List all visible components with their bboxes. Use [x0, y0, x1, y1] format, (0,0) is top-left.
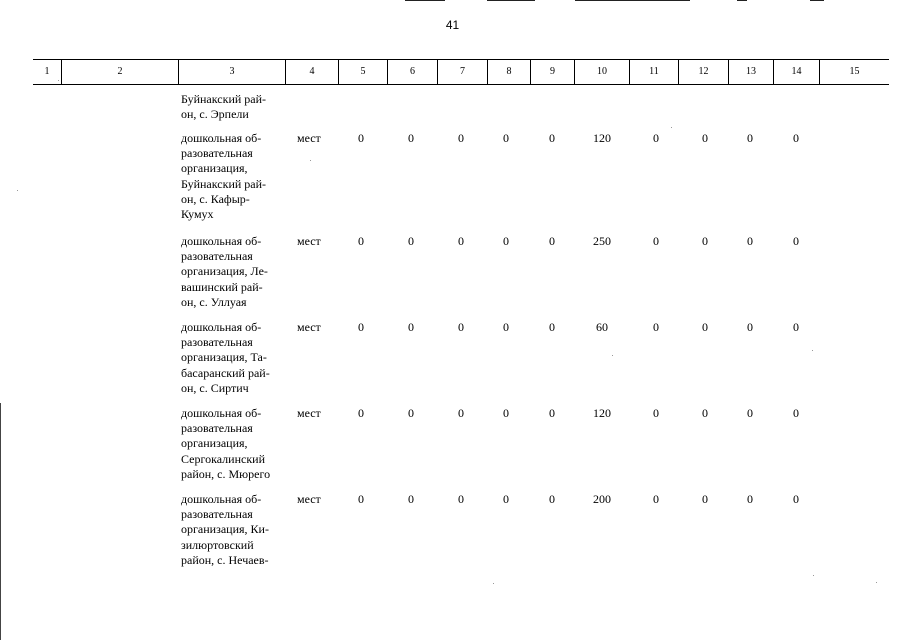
- scan-artifact-line: [575, 0, 690, 1]
- row-value-col-5: 0: [358, 320, 364, 334]
- row-value-col-5: 0: [358, 492, 364, 506]
- row-value-col-5: 0: [358, 234, 364, 248]
- row-value-col-9: 0: [549, 234, 555, 248]
- row-value-col-8: 0: [503, 320, 509, 334]
- row-unit: мест: [297, 320, 321, 334]
- page-number: 41: [445, 18, 460, 32]
- row-description: дошкольная об- разовательная организация, Та- басаранский рай- он, с. Сиртич: [181, 320, 270, 395]
- header-col-13: 13: [728, 59, 773, 85]
- row-value-col-8: 0: [503, 234, 509, 248]
- row-value-col-9: 0: [549, 131, 555, 145]
- row-value-col-11: 0: [653, 492, 659, 506]
- header-col-15: 15: [819, 59, 889, 85]
- row-value-col-12: 0: [702, 131, 708, 145]
- row-value-col-14: 0: [793, 406, 799, 420]
- row-value-col-5: 0: [358, 131, 364, 145]
- row-value-col-11: 0: [653, 234, 659, 248]
- header-col-11: 11: [629, 59, 678, 85]
- row-unit: мест: [297, 406, 321, 420]
- row-value-col-14: 0: [793, 131, 799, 145]
- scan-artifact-line: [0, 403, 1, 640]
- scan-artifact-line: [810, 0, 824, 1]
- row-value-col-5: 0: [358, 406, 364, 420]
- row-value-col-7: 0: [458, 492, 464, 506]
- scan-artifact-line: [405, 0, 445, 1]
- row-value-col-9: 0: [549, 492, 555, 506]
- row-value-col-6: 0: [408, 131, 414, 145]
- row-value-col-13: 0: [747, 234, 753, 248]
- row-value-col-12: 0: [702, 234, 708, 248]
- header-col-12: 12: [678, 59, 728, 85]
- row-unit: мест: [297, 131, 321, 145]
- header-col-2: 2: [61, 59, 178, 85]
- row-value-col-11: 0: [653, 406, 659, 420]
- row-value-col-14: 0: [793, 492, 799, 506]
- row-value-col-9: 0: [549, 406, 555, 420]
- row-value-col-11: 0: [653, 320, 659, 334]
- row-value-col-8: 0: [503, 492, 509, 506]
- scan-speck: [876, 582, 877, 583]
- row-value-col-10: 250: [593, 234, 611, 248]
- scan-artifact-line: [487, 0, 535, 1]
- row-description: дошкольная об- разовательная организация, Буйнакский рай- он, с. Кафыр- Кумух: [181, 131, 267, 222]
- scan-speck: [671, 127, 672, 128]
- row-value-col-11: 0: [653, 131, 659, 145]
- row-value-col-14: 0: [793, 320, 799, 334]
- row-unit: мест: [297, 492, 321, 506]
- header-col-7: 7: [437, 59, 487, 85]
- row-value-col-12: 0: [702, 492, 708, 506]
- row-description: дошкольная об- разовательная организация, Сергокалинский район, с. Мюрего: [181, 406, 271, 481]
- scan-speck: [813, 575, 814, 576]
- row-value-col-7: 0: [458, 234, 464, 248]
- row-value-col-13: 0: [747, 320, 753, 334]
- header-col-4: 4: [285, 59, 338, 85]
- row-value-col-14: 0: [793, 234, 799, 248]
- header-col-9: 9: [530, 59, 574, 85]
- scan-speck: [612, 355, 613, 356]
- row-value-col-8: 0: [503, 406, 509, 420]
- row-value-col-9: 0: [549, 320, 555, 334]
- header-col-3: 3: [178, 59, 285, 85]
- header-col-8: 8: [487, 59, 530, 85]
- row-value-col-6: 0: [408, 406, 414, 420]
- header-col-10: 10: [574, 59, 629, 85]
- row-description: дошкольная об- разовательная организация, Ле- вашинский рай- он, с. Уллуая: [181, 234, 268, 309]
- scan-speck: [310, 160, 311, 161]
- row-value-col-12: 0: [702, 406, 708, 420]
- scan-speck: [812, 350, 813, 351]
- header-col-1: 1: [44, 66, 50, 77]
- scan-artifact-line: [737, 0, 747, 1]
- continuation-text: Буйнакский рай- он, с. Эрпели: [181, 92, 267, 122]
- header-col-6: 6: [387, 59, 437, 85]
- row-value-col-6: 0: [408, 320, 414, 334]
- row-value-col-13: 0: [747, 131, 753, 145]
- header-col-14: 14: [773, 59, 819, 85]
- row-value-col-7: 0: [458, 131, 464, 145]
- row-value-col-6: 0: [408, 492, 414, 506]
- row-value-col-6: 0: [408, 234, 414, 248]
- row-value-col-13: 0: [747, 492, 753, 506]
- row-value-col-10: 120: [593, 131, 611, 145]
- header-col-5: 5: [338, 59, 387, 85]
- table-header-row: [33, 59, 889, 85]
- scan-speck: [58, 80, 59, 81]
- row-value-col-13: 0: [747, 406, 753, 420]
- row-value-col-7: 0: [458, 320, 464, 334]
- row-unit: мест: [297, 234, 321, 248]
- row-value-col-10: 120: [593, 406, 611, 420]
- row-value-col-10: 200: [593, 492, 611, 506]
- row-description: дошкольная об- разовательная организация, Ки- зилюртовский район, с. Нечаев-: [181, 492, 269, 567]
- row-value-col-8: 0: [503, 131, 509, 145]
- scan-speck: [493, 583, 494, 584]
- scan-speck: [17, 190, 18, 191]
- row-value-col-10: 60: [596, 320, 608, 334]
- row-value-col-7: 0: [458, 406, 464, 420]
- row-value-col-12: 0: [702, 320, 708, 334]
